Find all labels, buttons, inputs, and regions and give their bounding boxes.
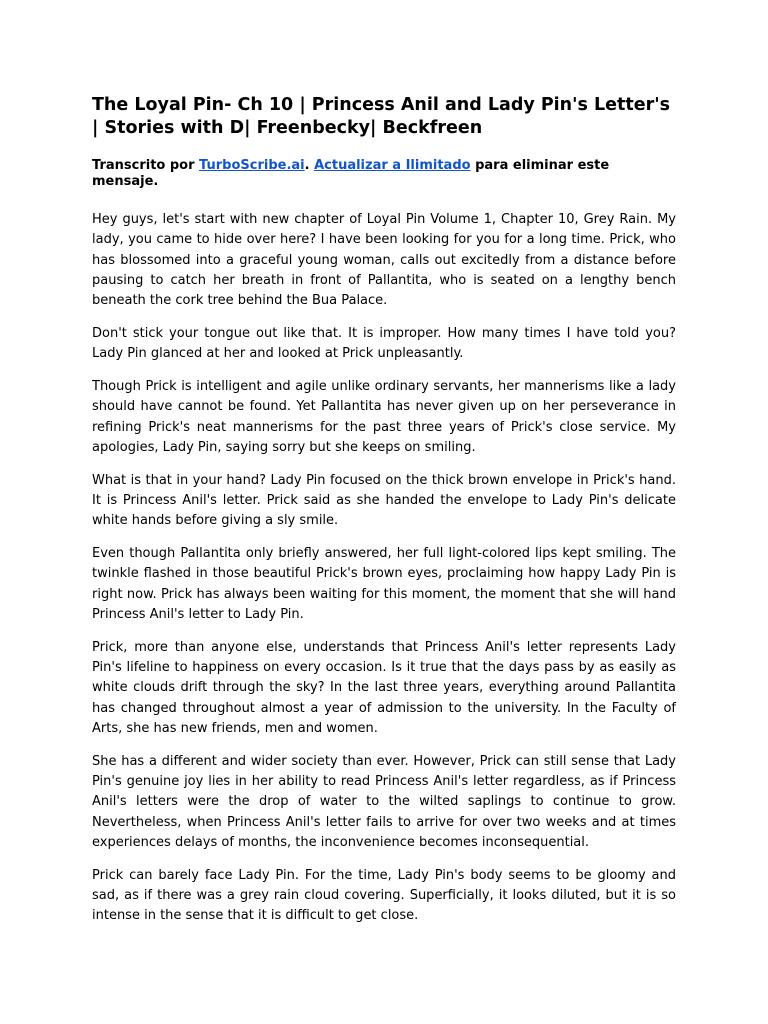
notice-prefix: Transcrito por — [92, 158, 200, 173]
notice-separator: . — [304, 158, 315, 173]
paragraph: Prick can barely face Lady Pin. For the time, Lady Pin's body seems to be gloomy and sad, as if there was a grey rain cloud covering. Superficially, it looks diluted, but it is so intense in the sense that it is difficult to get close. — [92, 867, 676, 924]
page-title: The Loyal Pin- Ch 10 | Princess Anil and Lady Pin's Letter's | Stories with D| Freenbecky| Beckfreen — [92, 95, 671, 138]
transcription-notice — [92, 158, 676, 190]
paragraph: Prick, more than anyone else, understands that Princess Anil's letter represents Lady Pin's lifeline to happiness on every occasion. Is it true that the days pass by as easily as white clouds drift through the sky? In the last three years, everything around Pallantita has changed throughout almost a year of admission to the university. In the Faculty of Arts, she has new friends, men and women. — [92, 639, 676, 737]
paragraph: What is that in your hand? Lady Pin focused on the thick brown envelope in Prick's hand. It is Princess Anil's letter. Prick said as she handed the envelope to Lady Pin's delicate white hands before giving a sly smile. — [92, 472, 676, 529]
paragraph: Hey guys, let's start with new chapter of Loyal Pin Volume 1, Chapter 10, Grey Rain. My lady, you came to hide over here? I have been looking for you for a long time. Prick, who has blossomed into a graceful young woman, calls out excitedly from a distance before pausing to catch her breath in front of Pallantita, who is seated on a lengthy bench beneath the cork tree behind the Bua Palace. — [92, 212, 676, 309]
upgrade-unlimited-link[interactable]: Actualizar a Ilimitado — [314, 158, 471, 173]
turboscribe-link[interactable]: TurboScribe.ai — [199, 158, 305, 173]
paragraph: She has a different and wider society than ever. However, Prick can still sense that Lady Pin's genuine joy lies in her ability to read Princess Anil's letter regardless, as if Princess Anil's letters were the drop of water to the wilted saplings to continue to grow. Nevertheless, when Princess Anil's letter fails to arrive for over two weeks and at times experiences delays of months, the inconvenience becomes inconsequential. — [92, 753, 676, 851]
paragraph: Even though Pallantita only briefly answered, her full light-colored lips kept smiling. The twinkle flashed in those beautiful Prick's brown eyes, proclaiming how happy Lady Pin is right now. Prick has always been waiting for this moment, the moment that she will hand Princess Anil's letter to Lady Pin. — [92, 546, 676, 623]
paragraph: Though Prick is intelligent and agile unlike ordinary servants, her mannerisms like a lady should have cannot be found. Yet Pallantita has never given up on her perseverance in refining Prick's neat mannerisms for the past three years of Prick's close service. My apologies, Lady Pin, saying sorry but she keeps on smiling. — [92, 379, 676, 455]
notice-suffix: para eliminar este mensaje. — [92, 158, 610, 189]
document-page — [92, 94, 676, 939]
paragraph: Don't stick your tongue out like that. It is improper. How many times I have told you? Lady Pin glanced at her and looked at Prick unpleasantly. — [92, 325, 676, 362]
